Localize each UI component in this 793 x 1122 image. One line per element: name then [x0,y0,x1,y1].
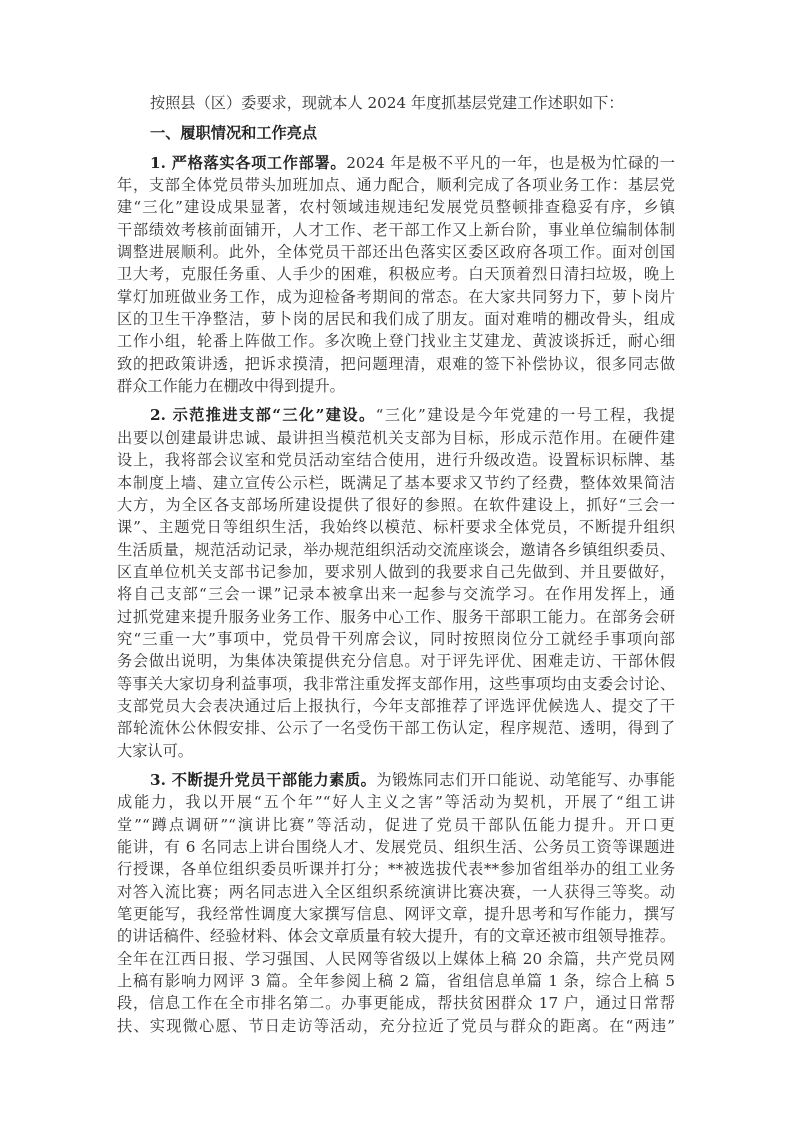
paragraph-2 [117,404,675,762]
paragraph-line: 上稿有影响力网评 3 篇。全年参阅上稿 2 篇，省组信息单篇 1 条，综合上稿 5 [117,972,675,991]
paragraph-line: 建“三化”建设成果显著，农村领域违规违纪发展党员整顿排查稳妥有序，乡镇 [117,198,675,217]
section-heading: 一、履职情况和工作亮点 [150,124,318,143]
paragraph-line: 出要以创建最讲忠诚、最讲担当模范机关支部为目标，形成示范作用。在硬件建 [117,428,675,447]
paragraph-text: 为锻炼同志们开口能说、动笔能写、办事能 [376,770,675,789]
paragraph-first-line [117,152,675,174]
paragraph-line: 笔更能写，我经常性调度大家撰写信息、网评文章，提升思考和写作能力，撰写 [117,905,675,924]
paragraph-first-line [117,404,675,426]
paragraph-line: 课”、主题党日等组织生活，我始终以模范、标杆要求全体党员，不断提升组织 [117,518,675,537]
paragraph-line: 全年在江西日报、学习强国、人民网等省级以上媒体上稿 20 余篇，共产党员网 [117,949,675,968]
paragraph-lead: 2. 示范推进支部“三化”建设。 [150,406,376,425]
paragraph-line: 能讲，有 6 名同志上讲台围绕人才、发展党员、组织生活、公务员工资等课题进 [117,838,675,856]
paragraph-line: 致的把政策讲透，把诉求摸清，把问题理清，艰难的签下补偿协议，很多同志做 [117,354,675,373]
paragraph-line: 干部绩效考核前面铺开，人才工作、老干部工作又上新台阶，事业单位编制体制 [117,220,675,239]
paragraph-line: 设上，我将部会议室和党员活动室结合使用，进行升级改造。设置标识标牌、基 [117,451,675,470]
paragraph-lead: 3. 不断提升党员干部能力素质。 [150,770,377,789]
paragraph-line: 务会做出说明，为集体决策提供充分信息。对于评先评优、困难走访、干部休假 [117,652,675,671]
intro-text: 按照县（区）委要求，现就本人 2024 年度抓基层党建工作述职如下： [150,94,624,112]
paragraph-lead: 1. 严格落实各项工作部署。 [150,153,347,172]
paragraph-line: 区直单位机关支部书记参加，要求别人做到的我要求自己先做到、并且要做好， [117,562,675,581]
paragraph-line: 等事关大家切身利益事项，我非常注重发挥支部作用，这些事项均由支委会讨论、 [117,674,675,693]
paragraph-line: 段，信息工作在全市排名第二。办事更能成，帮扶贫困群众 17 户，通过日常帮 [117,994,675,1013]
paragraph-text: 2024 年是极不平凡的一年，也是极为忙碌的一 [346,153,675,172]
paragraph-line: 将自己支部“三会一课”记录本被拿出来一起参与交流学习。在作用发挥上，通 [117,585,675,604]
paragraph-line: 卫大考，克服任务重、人手少的困难，积极应考。白天顶着烈日清扫垃圾，晚上 [117,265,675,284]
paragraph-line: 过抓党建来提升服务业务工作、服务中心工作、服务干部职工能力。在部务会研 [117,607,675,626]
paragraph-line: 的讲话稿件、经验材料、体会文章质量有较大提升，有的文章还被市组领导推荐。 [117,927,675,946]
paragraph-line: 本制度上墙、建立宣传公示栏，既满足了基本要求又节约了经费，整体效果简洁 [117,473,675,492]
paragraph-line: 工作小组，轮番上阵做工作。多次晚上登门找业主艾建龙、黄波谈拆迁，耐心细 [117,332,675,351]
paragraph-line: 生活质量，规范活动记录，举办规范组织活动交流座谈会，邀请各乡镇组织委员、 [117,540,675,559]
paragraph-line: 调整进展顺利。此外，全体党员干部还出色落实区委区政府各项工作。面对创国 [117,243,675,262]
paragraph-text: “三化”建设是今年党建的一号工程，我提 [375,406,675,425]
paragraph-line: 堂”“蹲点调研”“演讲比赛”等活动，促进了党员干部队伍能力提升。开口更 [117,815,675,834]
paragraph-line: 部轮流休公休假安排、公示了一名受伤干部工伤认定，程序规范、透明，得到了 [117,719,675,738]
document-page [117,92,675,1044]
paragraph-3 [117,769,675,1037]
paragraph-line: 大家认可。 [117,741,193,760]
paragraph-line: 行授课，各单位组织委员听课并打分；**被选拔代表**参加省组举办的组工业务 [117,860,675,879]
paragraph-line: 区的卫生干净整洁，萝卜岗的居民和我们成了朋友。面对难啃的棚改骨头，组成 [117,310,675,329]
paragraph-line: 群众工作能力在棚改中得到提升。 [117,377,345,396]
paragraph-line: 大方，为全区各支部场所建设提供了很好的参照。在软件建设上，抓好“三会一 [117,495,675,514]
paragraph-line: 掌灯加班做业务工作，成为迎检备考期间的常态。在大家共同努力下，萝卜岗片 [117,287,675,306]
paragraph-line: 扶、实现微心愿、节日走访等活动，充分拉近了党员与群众的距离。在“两违” [117,1016,675,1035]
paragraph-line: 年，支部全体党员带头加班加点、通力配合，顺利完成了各项业务工作：基层党 [117,176,675,195]
paragraph-line: 究“三重一大”事项中，党员骨干列席会议，同时按照岗位分工就经手事项向部 [117,629,675,648]
paragraph-line: 支部党员大会表决通过后上报执行，今年支部推荐了评选评优候选人、提交了干 [117,696,675,715]
paragraph-line: 成能力，我以开展“五个年”“好人主义之害”等活动为契机，开展了“组工讲 [117,793,675,812]
paragraph-first-line [117,769,675,791]
paragraph-1 [117,152,675,398]
paragraph-line: 对答入流比赛；两名同志进入全区组织系统演讲比赛决赛，一人获得三等奖。动 [117,882,675,901]
